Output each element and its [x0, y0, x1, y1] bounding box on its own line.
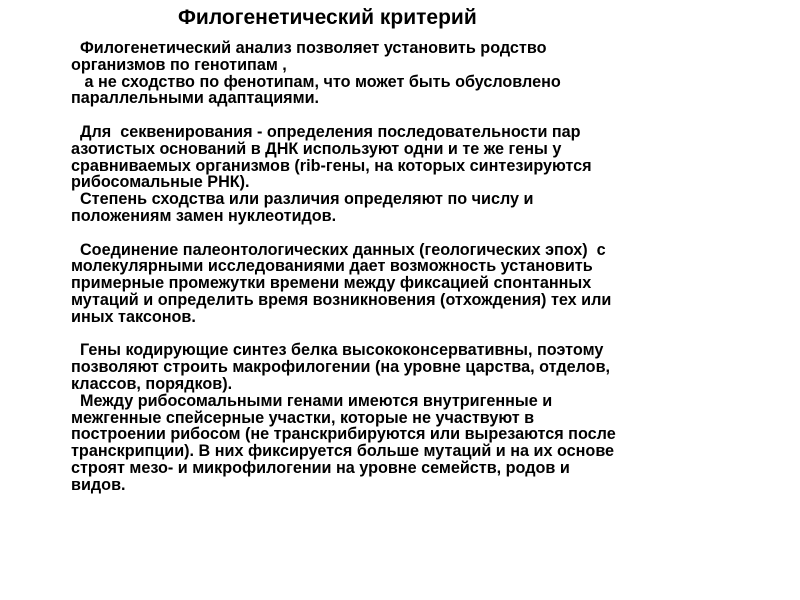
text-line: Гены кодирующие синтез белка высококонсервативны, поэтому — [71, 341, 604, 360]
paragraph-paleontology — [71, 242, 751, 326]
text-line: Соединение палеонтологических данных (геологических эпох) с — [71, 240, 606, 259]
text-line: видов. — [71, 475, 126, 494]
text-line: Степень сходства или различия определяют по числу и — [71, 190, 534, 209]
paragraph-similarity-degree — [71, 191, 751, 225]
text-line: рибосомальные РНК). — [71, 173, 250, 192]
text-line: организмов по генотипам , — [71, 55, 287, 74]
paragraph-spacer — [71, 107, 751, 124]
text-line: классов, порядков). — [71, 374, 233, 393]
text-line: Для секвенирования - определения последовательности пар — [71, 122, 581, 141]
text-line: сравниваемых организмов (rib-гены, на которых синтезируются — [71, 156, 592, 175]
paragraph-spacer-regions — [71, 393, 751, 494]
text-line: азотистых оснований в ДНК используют одни и те же гены у — [71, 139, 562, 158]
paragraph-spacer — [71, 225, 751, 242]
slide-title: Филогенетический критерий — [178, 6, 477, 29]
paragraph-conservative-genes — [71, 342, 751, 392]
text-line: позволяют строить макрофилогении (на уровне царства, отделов, — [71, 358, 611, 377]
paragraph-phylogenetic-analysis — [71, 40, 751, 74]
paragraph-sequencing — [71, 124, 751, 191]
text-line: Между рибосомальными генами имеются внутригенные и — [71, 391, 553, 410]
text-line: межгенные спейсерные участки, которые не участвуют в — [71, 408, 535, 427]
text-line: построении рибосом (не транскрибируются или вырезаются после — [71, 425, 616, 444]
paragraph-spacer — [71, 326, 751, 343]
text-line: строят мезо- и микрофилогении на уровне семейств, родов и — [71, 458, 570, 477]
text-line: мутаций и определить время возникновения (отхождения) тех или — [71, 290, 612, 309]
text-line: а не сходство по фенотипам, что может быть обусловлено — [71, 72, 561, 91]
text-line: примерные промежутки времени между фиксацией спонтанных — [71, 274, 592, 293]
text-line: положениям замен нуклеотидов. — [71, 206, 337, 225]
text-line: транскрипции). В них фиксируется больше мутаций и на их основе — [71, 442, 615, 461]
slide-body — [71, 40, 751, 494]
text-line: молекулярными исследованиями дает возможность установить — [71, 257, 593, 276]
text-line: параллельными адаптациями. — [71, 89, 320, 108]
paragraph-not-phenotype — [71, 74, 751, 108]
text-line: Филогенетический анализ позволяет установить родство — [71, 39, 547, 57]
text-line: иных таксонов. — [71, 307, 196, 326]
